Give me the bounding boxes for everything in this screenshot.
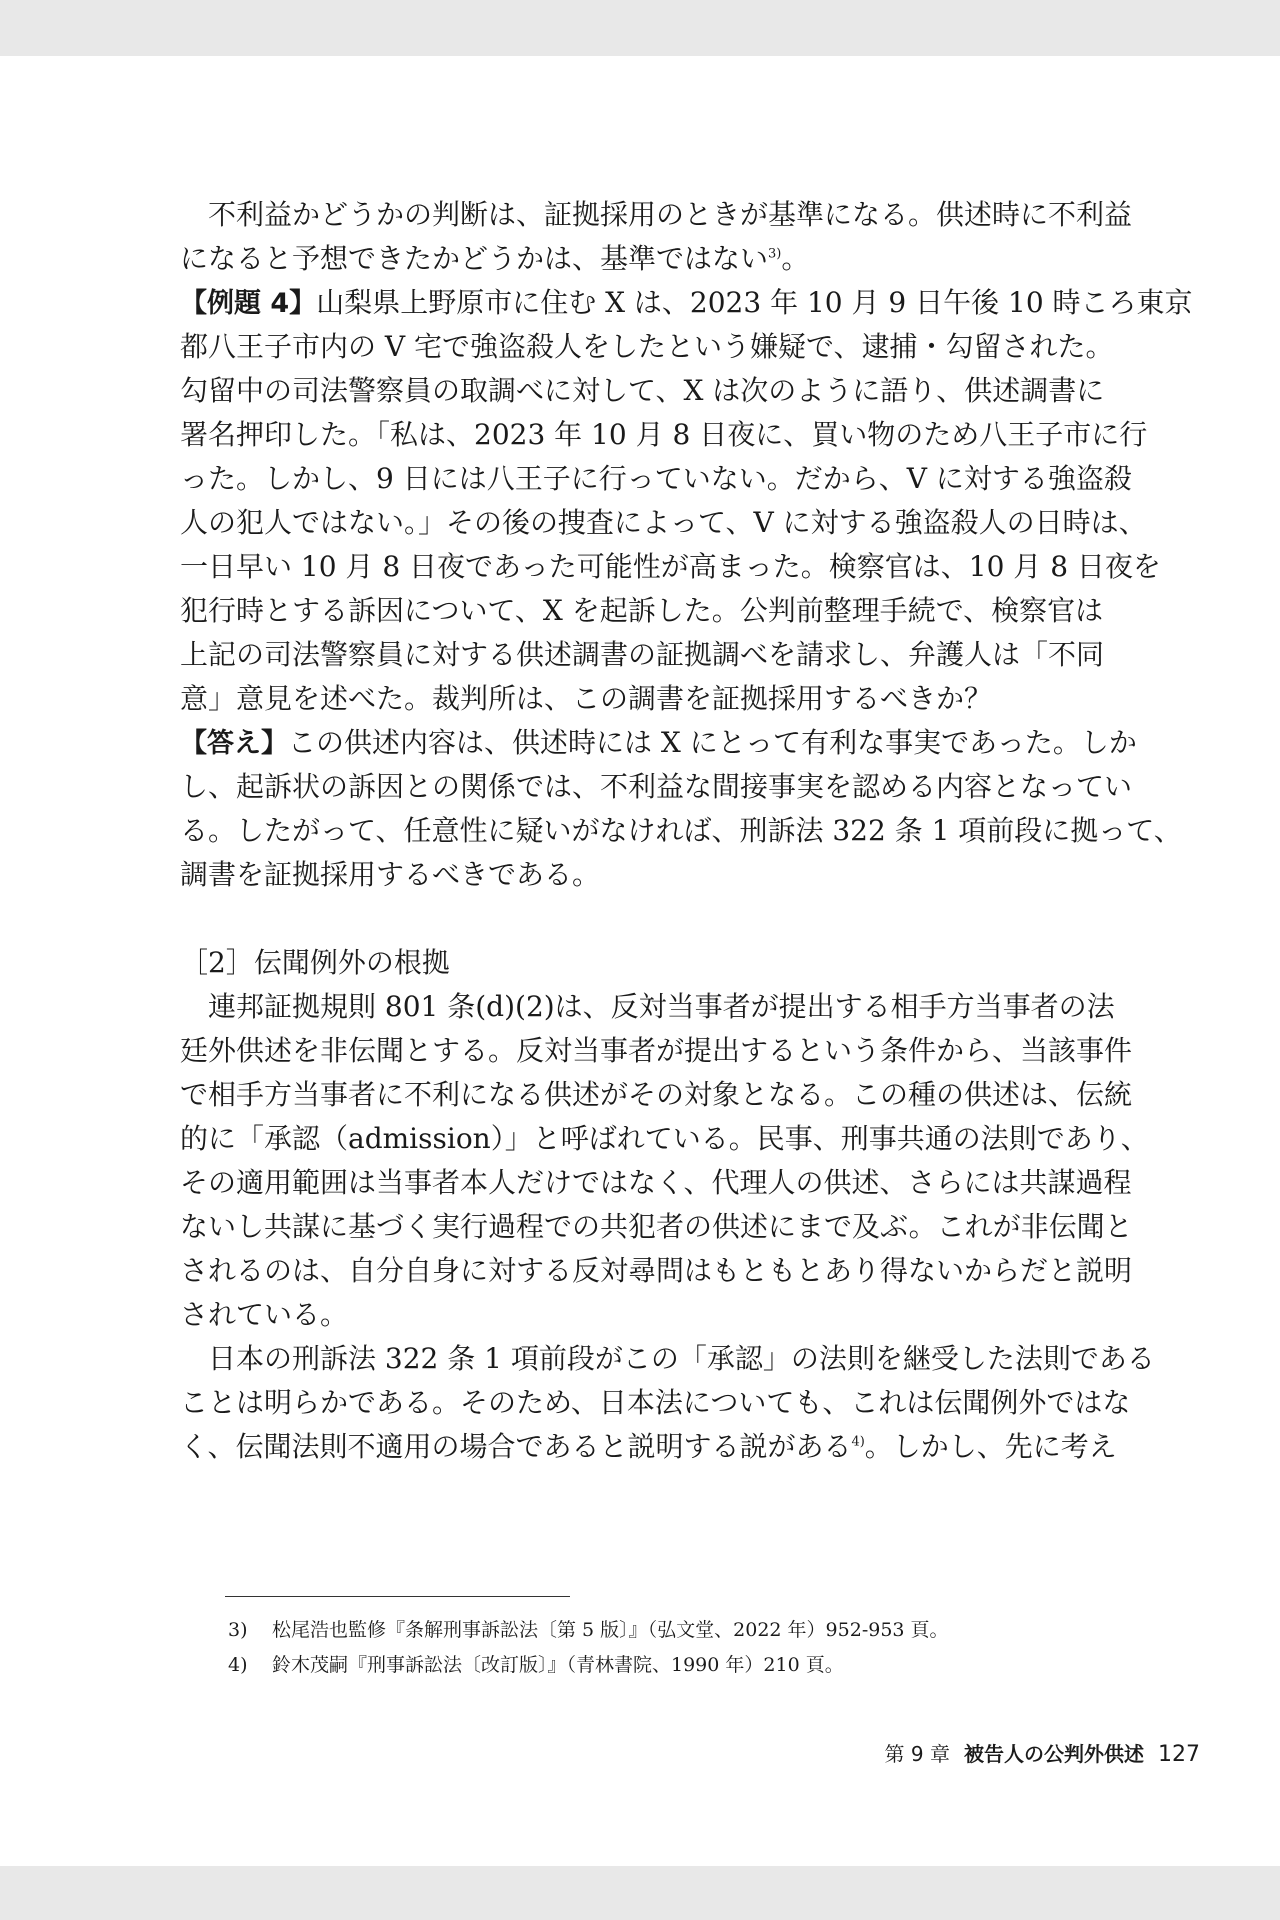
text-line: されている。 (180, 1298, 349, 1331)
footnote-number: 3) (228, 1619, 248, 1641)
text-line: し、起訴状の訴因との関係では、不利益な間接事実を認める内容となってい (180, 770, 1133, 803)
body-text (180, 193, 1193, 1469)
text-line: 廷外供述を非伝聞とする。反対当事者が提出するという条件から、当該事件 (180, 1034, 1133, 1067)
text-line: その適用範囲は当事者本人だけではなく、代理人の供述、さらには共謀過程 (180, 1166, 1132, 1199)
page-number: 127 (1158, 1742, 1200, 1767)
text-line: で相手方当事者に不利になる供述がその対象となる。この種の供述は、伝統 (180, 1078, 1133, 1111)
text-line: 的に「承認（admission）」と呼ばれている。民事、刑事共通の法則であり、 (180, 1122, 1149, 1155)
text-line: ことは明らかである。そのため、日本法についても、これは伝聞例外ではな (180, 1386, 1131, 1419)
footnotes (228, 1613, 1128, 1683)
text-line: 一日早い 10 月 8 日夜であった可能性が高まった。検察官は、10 月 8 日夜を (180, 550, 1161, 583)
text-line: 連邦証拠規則 801 条(d)(2)は、反対当事者が提出する相手方当事者の法 (208, 990, 1115, 1023)
text-line: った。しかし、9 日には八王子に行っていない。だから、V に対する強盗殺 (180, 462, 1132, 495)
footnote-4 (228, 1648, 1128, 1683)
chapter-number: 第 9 章 (884, 1742, 950, 1766)
footnote-divider (225, 1596, 570, 1597)
section-heading: ［2］伝聞例外の根拠 (180, 946, 450, 979)
text-line: る。したがって、任意性に疑いがなければ、刑訴法 322 条 1 項前段に拠って、 (180, 814, 1182, 847)
text-line: 勾留中の司法警察員の取調べに対して、X は次のように語り、供述調書に (180, 374, 1105, 407)
text-line: 上記の司法警察員に対する供述調書の証拠調べを請求し、弁護人は「不同 (180, 638, 1105, 671)
example-label: 【例題 4】 (180, 288, 317, 319)
text-line: 署名押印した。「私は、2023 年 10 月 8 日夜に、買い物のため八王子市に行 (180, 418, 1148, 451)
footnote-number: 4) (228, 1654, 248, 1676)
answer-label: 【答え】 (180, 728, 288, 759)
text-line: 意」意見を述べた。裁判所は、この調書を証拠採用するべきか？ (180, 682, 993, 715)
book-page (0, 56, 1280, 1866)
text-line: 人の犯人ではない。」その後の捜査によって、V に対する強盗殺人の日時は、 (180, 506, 1147, 539)
text-line: ないし共謀に基づく実行過程での共犯者の供述にまで及ぶ。これが非伝聞と (180, 1210, 1133, 1243)
text-line: く、伝聞法則不適用の場合であると説明する説がある$^{4)}$。しかし、先に考え (180, 1430, 1117, 1463)
text-line: 都八王子市内の V 宅で強盗殺人をしたという嫌疑で、逮捕・勾留された。 (180, 330, 1114, 363)
footnote-ref-4[interactable]: 4) (851, 1434, 865, 1450)
footnote-3 (228, 1613, 1128, 1648)
footnote-ref-3[interactable]: 3) (768, 246, 782, 262)
footnote-text: 鈴木茂嗣『刑事訴訟法〔改訂版〕』（青林書院、1990 年）210 頁。 (272, 1654, 844, 1676)
text-line: 不利益かどうかの判断は、証拠採用のときが基準になる。供述時に不利益 (208, 198, 1133, 231)
chapter-title: 被告人の公判外供述 (964, 1742, 1144, 1766)
example-label-line: 【例題 4】山梨県上野原市に住む X は、2023 年 10 月 9 日午後 10 時ころ東京 (180, 286, 1193, 319)
text-line: 調書を証拠採用するべきである。 (180, 858, 601, 891)
text-line: 日本の刑訴法 322 条 1 項前段がこの「承認」の法則を継受した法則である (208, 1342, 1155, 1375)
running-footer (820, 1738, 1200, 1767)
text-line: されるのは、自分自身に対する反対尋問はもともとあり得ないからだと説明 (180, 1254, 1133, 1287)
text-line: になると予想できたかどうかは、基準ではない$^{3)}$。 (180, 242, 810, 275)
footnote-text: 松尾浩也監修『条解刑事訴訟法〔第 5 版〕』（弘文堂、2022 年）952-953 頁。 (272, 1619, 949, 1641)
answer-label-line: 【答え】この供述内容は、供述時には X にとって有利な事実であった。しか (180, 726, 1137, 759)
section-gap (180, 897, 1140, 941)
text-line: 犯行時とする訴因について、X を起訴した。公判前整理手続で、検察官は (180, 594, 1104, 627)
